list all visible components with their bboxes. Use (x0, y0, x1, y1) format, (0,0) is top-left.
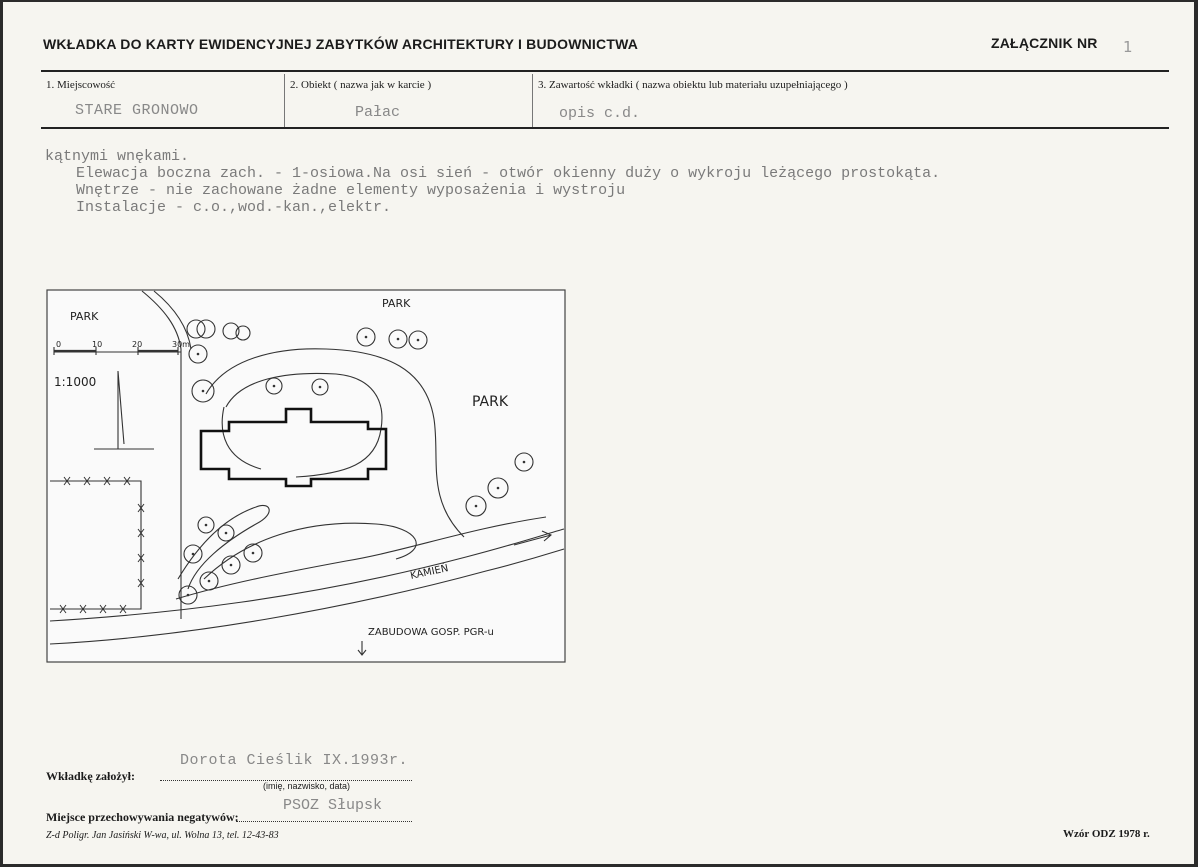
scale-ratio: 1:1000 (54, 375, 97, 389)
park-label-right: PARK (472, 394, 509, 410)
body-line-3: Wnętrze - nie zachowane żadne elementy wyposażenia i wystroju (76, 182, 626, 199)
farm-buildings-label: ZABUDOWA GOSP. PGR-u (368, 627, 494, 638)
body-line-1: kątnymi wnękami. (45, 148, 190, 165)
fields-rule (41, 127, 1169, 129)
locality-label: 1. Miejscowość (46, 79, 116, 91)
object-value: Pałac (355, 104, 401, 121)
negatives-dotted-line (236, 821, 412, 822)
field-divider-2 (532, 74, 533, 128)
contents-value: opis c.d. (559, 105, 641, 122)
top-rule (41, 70, 1169, 72)
negatives-label: Miejsce przechowywania negatywów: (46, 810, 239, 824)
scale-tick-20: 20 (132, 340, 143, 349)
record-sheet (3, 2, 1194, 864)
founder-label: Wkładkę założył: (46, 769, 135, 783)
founder-hint: (imię, nazwisko, data) (263, 781, 351, 791)
negatives-value: PSOZ Słupsk (283, 797, 383, 814)
annex-label: ZAŁĄCZNIK NR (991, 35, 1098, 51)
site-plan (46, 289, 566, 663)
body-line-4: Instalacje - c.o.,wod.-kan.,elektr. (76, 199, 392, 216)
founder-value: Dorota Cieślik IX.1993r. (180, 752, 409, 769)
object-label: 2. Obiekt ( nazwa jak w karcie ) (290, 79, 432, 91)
scale-tick-30m: 30m (172, 340, 190, 349)
form-title: WKŁADKA DO KARTY EWIDENCYJNEJ ZABYTKÓW ARCHITEKTURY I BUDOWNICTWA (43, 36, 639, 52)
scale-tick-0: 0 (56, 340, 62, 349)
contents-label: 3. Zawartość wkładki ( nazwa obiektu lub materiału uzupełniającego ) (538, 79, 848, 91)
scale-tick-10: 10 (92, 340, 103, 349)
annex-number: 1 (1123, 38, 1133, 56)
form-reference: Wzór ODZ 1978 r. (1063, 828, 1150, 840)
printer-imprint: Z-d Poligr. Jan Jasiński W-wa, ul. Wolna 13, tel. 12-43-83 (46, 830, 279, 841)
park-label-left: PARK (70, 310, 99, 323)
body-line-2: Elewacja boczna zach. - 1-osiowa.Na osi sień - otwór okienny duży o wykroju leżącego prostokąta. (76, 165, 941, 182)
road-label: KAMIEŃ (409, 563, 450, 582)
park-label-top: PARK (382, 297, 411, 310)
locality-value: STARE GRONOWO (75, 102, 199, 119)
field-divider-1 (284, 74, 285, 128)
